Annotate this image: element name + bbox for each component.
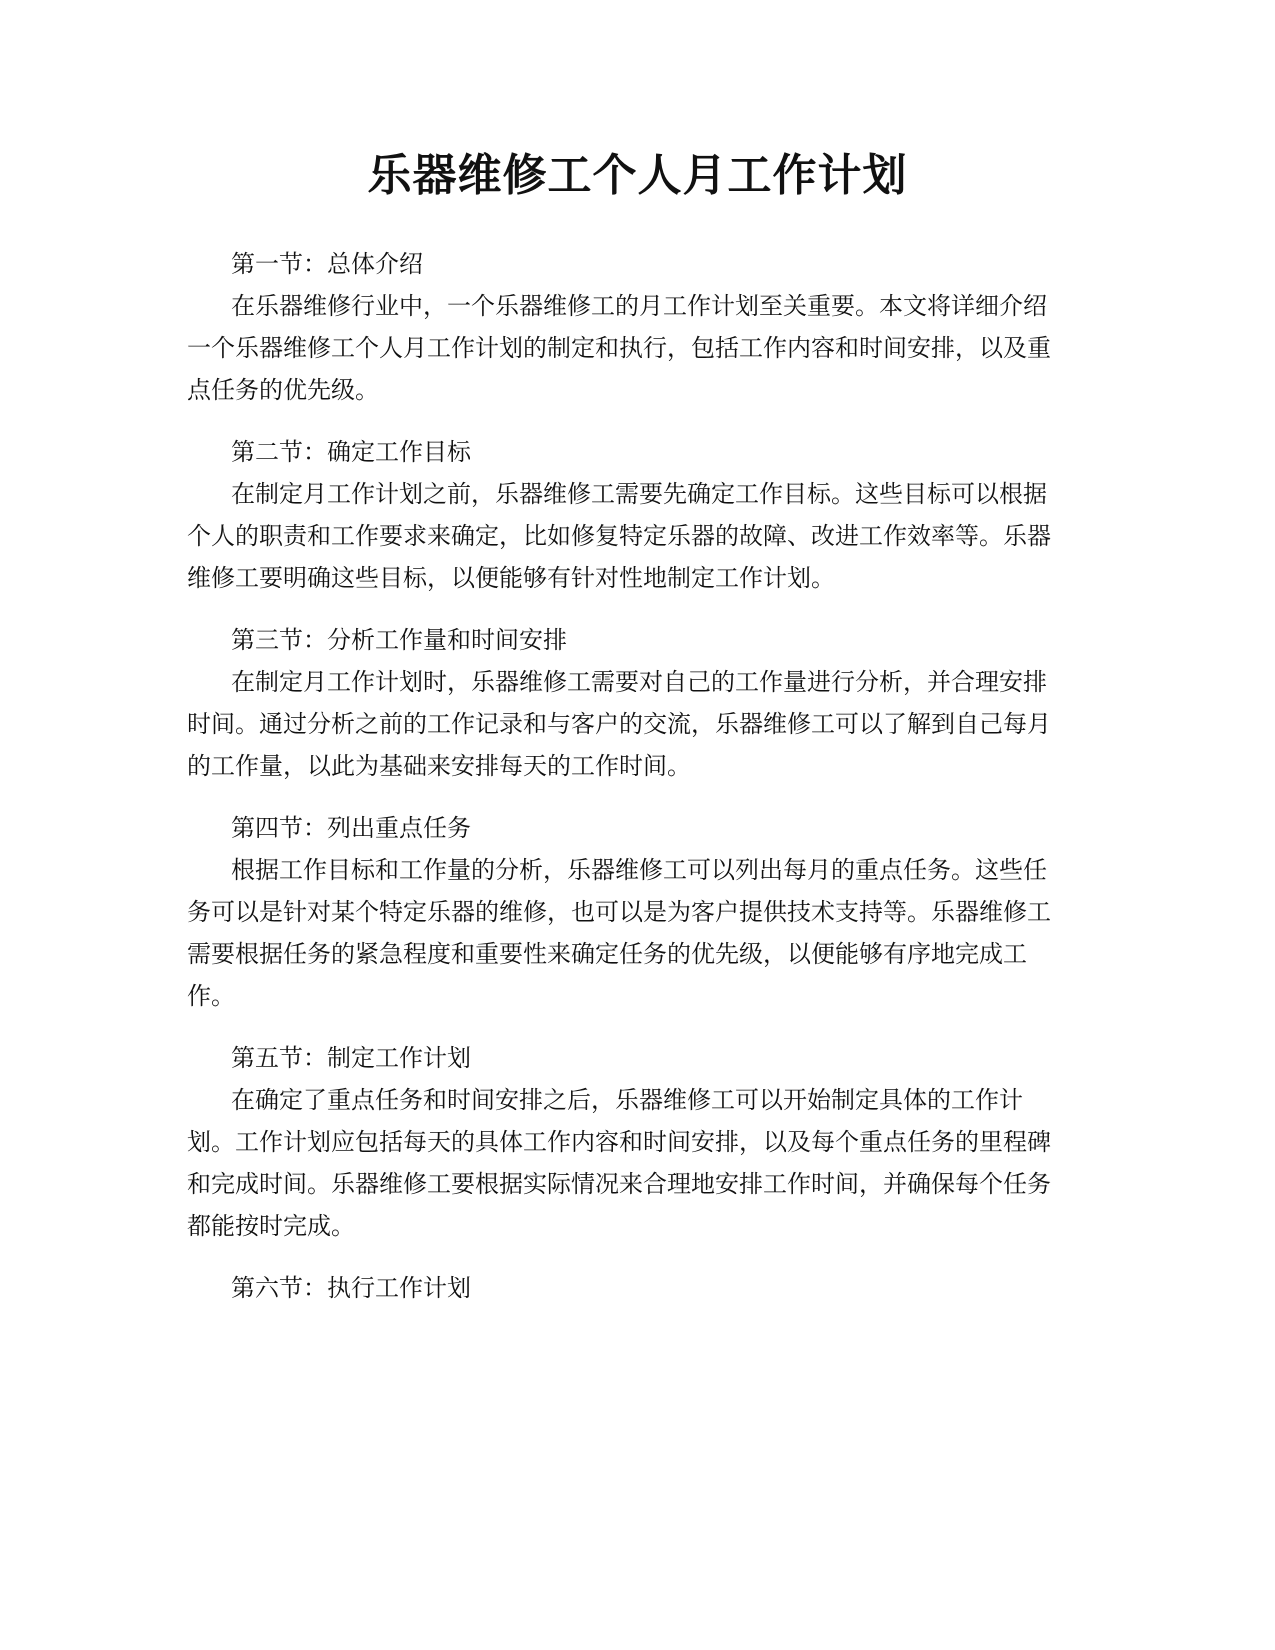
paragraph-line: 在乐器维修行业中，一个乐器维修工的月工作计划至关重要。本文将详细介绍 [231, 292, 1047, 320]
document-body [187, 243, 1087, 1329]
paragraph-line: 在制定月工作计划时，乐器维修工需要对自己的工作量进行分析，并合理安排 [231, 668, 1047, 696]
paragraph-line: 需要根据任务的紧急程度和重要性来确定任务的优先级，以便能够有序地完成工 [187, 940, 1027, 968]
section-1 [187, 243, 1087, 411]
paragraph-line: 个人的职责和工作要求来确定，比如修复特定乐器的故障、改进工作效率等。乐器 [187, 522, 1051, 550]
paragraph-line: 一个乐器维修工个人月工作计划的制定和执行，包括工作内容和时间安排，以及重 [187, 334, 1051, 362]
section-heading: 第五节：制定工作计划 [231, 1044, 471, 1072]
section-heading: 第三节：分析工作量和时间安排 [231, 626, 567, 654]
section-4 [187, 807, 1087, 1017]
section-heading: 第六节：执行工作计划 [231, 1274, 471, 1302]
section-3 [187, 619, 1087, 787]
paragraph-line: 在确定了重点任务和时间安排之后，乐器维修工可以开始制定具体的工作计 [231, 1086, 1023, 1114]
section-paragraph [187, 285, 1087, 411]
paragraph-line: 都能按时完成。 [187, 1212, 355, 1240]
section-heading: 第四节：列出重点任务 [231, 814, 471, 842]
paragraph-line: 划。工作计划应包括每天的具体工作内容和时间安排，以及每个重点任务的里程碑 [187, 1128, 1051, 1156]
section-paragraph [187, 849, 1087, 1017]
paragraph-line: 务可以是针对某个特定乐器的维修，也可以是为客户提供技术支持等。乐器维修工 [187, 898, 1051, 926]
paragraph-line: 作。 [187, 982, 235, 1010]
section-heading: 第二节：确定工作目标 [231, 438, 471, 466]
section-paragraph [187, 1079, 1087, 1247]
section-paragraph [187, 661, 1087, 787]
section-2 [187, 431, 1087, 599]
paragraph-line: 点任务的优先级。 [187, 376, 379, 404]
paragraph-line: 根据工作目标和工作量的分析，乐器维修工可以列出每月的重点任务。这些任 [231, 856, 1047, 884]
section-heading: 第一节：总体介绍 [231, 250, 423, 278]
section-6 [187, 1267, 1087, 1309]
section-paragraph [187, 473, 1087, 599]
paragraph-line: 在制定月工作计划之前，乐器维修工需要先确定工作目标。这些目标可以根据 [231, 480, 1047, 508]
paragraph-line: 维修工要明确这些目标，以便能够有针对性地制定工作计划。 [187, 564, 835, 592]
paragraph-line: 和完成时间。乐器维修工要根据实际情况来合理地安排工作时间，并确保每个任务 [187, 1170, 1051, 1198]
section-5 [187, 1037, 1087, 1247]
paragraph-line: 的工作量，以此为基础来安排每天的工作时间。 [187, 752, 691, 780]
page-title: 乐器维修工个人月工作计划 [367, 150, 908, 201]
paragraph-line: 时间。通过分析之前的工作记录和与客户的交流，乐器维修工可以了解到自己每月 [187, 710, 1051, 738]
